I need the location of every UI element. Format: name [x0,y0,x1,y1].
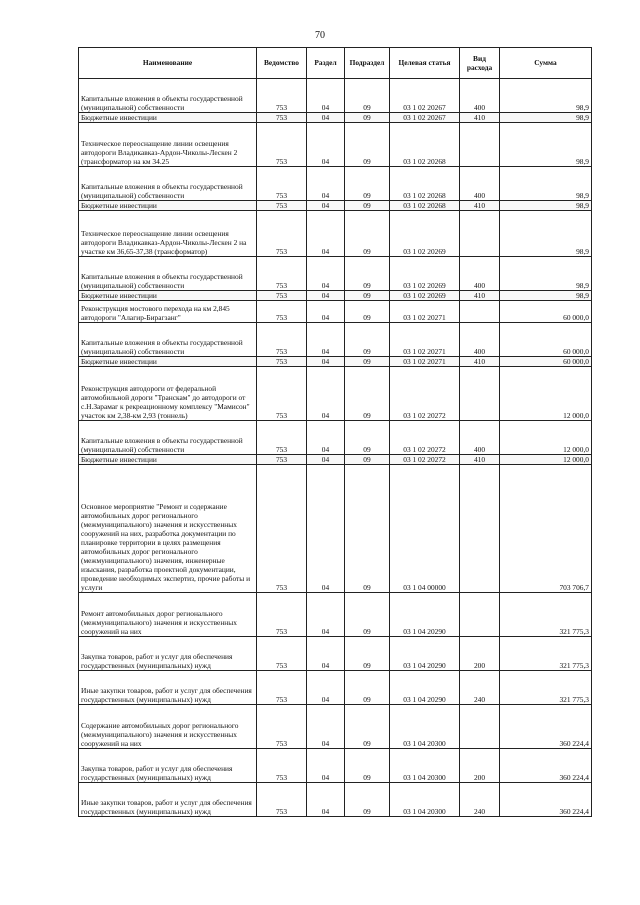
row-vid-rashoda-cell: 410 [460,291,500,301]
row-razdel-cell: 04 [307,79,345,113]
row-summa-cell: 98,9 [500,211,592,257]
row-vedomstvo-cell: 753 [257,421,307,455]
header-celevaya-statya: Целевая статья [390,48,460,79]
row-name-cell: Бюджетные инвестиции [79,455,257,465]
row-podrazdel-cell: 09 [345,357,390,367]
row-podrazdel-cell: 09 [345,301,390,323]
table-row [79,421,592,455]
row-vid-rashoda-cell [460,705,500,749]
row-razdel-cell: 04 [307,113,345,123]
row-podrazdel-cell: 09 [345,705,390,749]
row-celevaya-statya-cell: 03 1 02 20272 [390,421,460,455]
row-podrazdel-cell: 09 [345,323,390,357]
row-podrazdel-cell: 09 [345,455,390,465]
header-razdel: Раздел [307,48,345,79]
table-row [79,637,592,671]
row-razdel-cell: 04 [307,323,345,357]
row-vedomstvo-cell: 753 [257,465,307,593]
table-row [79,123,592,167]
row-podrazdel-cell: 09 [345,113,390,123]
row-vid-rashoda-cell: 400 [460,167,500,201]
table-body [79,79,592,817]
row-vid-rashoda-cell: 410 [460,113,500,123]
row-podrazdel-cell: 09 [345,201,390,211]
row-summa-cell: 321 775,3 [500,637,592,671]
table-row [79,79,592,113]
table-row [79,455,592,465]
row-vedomstvo-cell: 753 [257,257,307,291]
row-vedomstvo-cell: 753 [257,455,307,465]
table-row [79,323,592,357]
row-razdel-cell: 04 [307,367,345,421]
row-vid-rashoda-cell: 400 [460,421,500,455]
row-vedomstvo-cell: 753 [257,79,307,113]
row-razdel-cell: 04 [307,123,345,167]
header-vid-rashoda: Вид расхода [460,48,500,79]
row-podrazdel-cell: 09 [345,637,390,671]
row-summa-cell: 60 000,0 [500,301,592,323]
row-name-cell: Бюджетные инвестиции [79,357,257,367]
row-name-cell: Ремонт автомобильных дорог регионального (межмуниципального) значения и искусственных сооружений на них [79,593,257,637]
row-razdel-cell: 04 [307,671,345,705]
row-summa-cell: 703 706,7 [500,465,592,593]
row-vedomstvo-cell: 753 [257,167,307,201]
header-name: Наименование [79,48,257,79]
row-vid-rashoda-cell: 240 [460,783,500,817]
row-vedomstvo-cell: 753 [257,201,307,211]
row-razdel-cell: 04 [307,211,345,257]
row-name-cell: Капитальные вложения в объекты государственной (муниципальной) собственности [79,323,257,357]
row-vedomstvo-cell: 753 [257,705,307,749]
row-name-cell: Содержание автомобильных дорог регионального (межмуниципального) значения и искусственных сооружений на них [79,705,257,749]
row-celevaya-statya-cell: 03 1 04 20290 [390,637,460,671]
row-celevaya-statya-cell: 03 1 02 20272 [390,455,460,465]
row-podrazdel-cell: 09 [345,257,390,291]
row-vedomstvo-cell: 753 [257,367,307,421]
row-name-cell: Основное мероприятие "Ремонт и содержание автомобильных дорог регионального (межмуниципального) значения и искусственных сооружений на них, разработка документации по планировке территории в целях размещения автомобильных дорог регионального (межмуниципального) значения, инженерные изыскания, разработка проектной документации, проведение необходимых экспертиз, прочие работы и услуги [79,465,257,593]
row-razdel-cell: 04 [307,167,345,201]
row-name-cell: Закупка товаров, работ и услуг для обеспечения государственных (муниципальных) нужд [79,637,257,671]
row-celevaya-statya-cell: 03 1 02 20269 [390,291,460,301]
row-vedomstvo-cell: 753 [257,291,307,301]
row-vedomstvo-cell: 753 [257,783,307,817]
row-celevaya-statya-cell: 03 1 02 20272 [390,367,460,421]
row-summa-cell: 98,9 [500,291,592,301]
row-podrazdel-cell: 09 [345,465,390,593]
row-celevaya-statya-cell: 03 1 02 20271 [390,301,460,323]
row-celevaya-statya-cell: 03 1 02 20268 [390,123,460,167]
row-summa-cell: 321 775,3 [500,593,592,637]
row-razdel-cell: 04 [307,357,345,367]
row-vid-rashoda-cell: 400 [460,79,500,113]
header-vedomstvo: Ведомство [257,48,307,79]
table-row [79,113,592,123]
row-name-cell: Иные закупки товаров, работ и услуг для обеспечения государственных (муниципальных) нужд [79,671,257,705]
row-vid-rashoda-cell [460,123,500,167]
table-row [79,167,592,201]
row-summa-cell: 12 000,0 [500,367,592,421]
row-vid-rashoda-cell [460,593,500,637]
row-vedomstvo-cell: 753 [257,749,307,783]
table-row [79,783,592,817]
row-podrazdel-cell: 09 [345,671,390,705]
row-celevaya-statya-cell: 03 1 02 20271 [390,357,460,367]
row-vid-rashoda-cell [460,301,500,323]
row-vedomstvo-cell: 753 [257,637,307,671]
row-summa-cell: 12 000,0 [500,421,592,455]
row-vedomstvo-cell: 753 [257,123,307,167]
budget-table [78,47,592,817]
row-razdel-cell: 04 [307,637,345,671]
row-celevaya-statya-cell: 03 1 02 20268 [390,201,460,211]
row-podrazdel-cell: 09 [345,593,390,637]
row-vid-rashoda-cell: 200 [460,749,500,783]
row-name-cell: Реконструкция автодороги от федеральной автомобильной дороги "Транскам" до автодороги от с.Н.Зарамаг к рекреационному комплексу "Мамисон" участок км 2,38-км 2,93 (тоннель) [79,367,257,421]
row-vid-rashoda-cell: 400 [460,257,500,291]
row-vedomstvo-cell: 753 [257,593,307,637]
table-row [79,211,592,257]
row-vid-rashoda-cell [460,465,500,593]
row-name-cell: Капитальные вложения в объекты государственной (муниципальной) собственности [79,79,257,113]
row-name-cell: Капитальные вложения в объекты государственной (муниципальной) собственности [79,421,257,455]
row-name-cell: Техническое переоснащение линии освещения автодороги Владикавказ-Ардон-Чиколы-Лескен 2 (трансформатор на км 34.25 [79,123,257,167]
row-vedomstvo-cell: 753 [257,357,307,367]
row-razdel-cell: 04 [307,455,345,465]
row-summa-cell: 98,9 [500,201,592,211]
table-row [79,705,592,749]
row-vedomstvo-cell: 753 [257,113,307,123]
row-razdel-cell: 04 [307,593,345,637]
row-name-cell: Бюджетные инвестиции [79,113,257,123]
row-razdel-cell: 04 [307,421,345,455]
row-celevaya-statya-cell: 03 1 02 20269 [390,211,460,257]
table-row [79,671,592,705]
table-row [79,593,592,637]
row-razdel-cell: 04 [307,291,345,301]
table-row [79,301,592,323]
row-celevaya-statya-cell: 03 1 04 20290 [390,671,460,705]
row-vid-rashoda-cell: 410 [460,455,500,465]
row-vid-rashoda-cell [460,211,500,257]
row-celevaya-statya-cell: 03 1 04 00000 [390,465,460,593]
row-vedomstvo-cell: 753 [257,211,307,257]
row-celevaya-statya-cell: 03 1 02 20267 [390,79,460,113]
row-summa-cell: 360 224,4 [500,705,592,749]
row-vedomstvo-cell: 753 [257,301,307,323]
table-row [79,749,592,783]
table-row [79,357,592,367]
row-celevaya-statya-cell: 03 1 04 20300 [390,749,460,783]
row-summa-cell: 12 000,0 [500,455,592,465]
table-row [79,367,592,421]
row-podrazdel-cell: 09 [345,291,390,301]
row-celevaya-statya-cell: 03 1 02 20271 [390,323,460,357]
header-podrazdel: Подраздел [345,48,390,79]
row-summa-cell: 98,9 [500,167,592,201]
row-podrazdel-cell: 09 [345,211,390,257]
row-summa-cell: 98,9 [500,79,592,113]
table-row [79,257,592,291]
row-name-cell: Иные закупки товаров, работ и услуг для обеспечения государственных (муниципальных) нужд [79,783,257,817]
row-name-cell: Закупка товаров, работ и услуг для обеспечения государственных (муниципальных) нужд [79,749,257,783]
row-podrazdel-cell: 09 [345,421,390,455]
row-summa-cell: 98,9 [500,257,592,291]
row-celevaya-statya-cell: 03 1 04 20300 [390,783,460,817]
row-vedomstvo-cell: 753 [257,323,307,357]
table-row [79,201,592,211]
row-razdel-cell: 04 [307,705,345,749]
row-vedomstvo-cell: 753 [257,671,307,705]
row-name-cell: Капитальные вложения в объекты государственной (муниципальной) собственности [79,167,257,201]
row-name-cell: Бюджетные инвестиции [79,201,257,211]
row-summa-cell: 360 224,4 [500,783,592,817]
header-summa: Сумма [500,48,592,79]
row-razdel-cell: 04 [307,301,345,323]
row-summa-cell: 98,9 [500,113,592,123]
row-razdel-cell: 04 [307,257,345,291]
row-name-cell: Бюджетные инвестиции [79,291,257,301]
row-celevaya-statya-cell: 03 1 04 20300 [390,705,460,749]
row-vid-rashoda-cell [460,367,500,421]
row-name-cell: Капитальные вложения в объекты государственной (муниципальной) собственности [79,257,257,291]
row-razdel-cell: 04 [307,465,345,593]
row-razdel-cell: 04 [307,201,345,211]
row-podrazdel-cell: 09 [345,167,390,201]
row-summa-cell: 98,9 [500,123,592,167]
row-name-cell: Реконструкция мостового перехода на км 2,845 автодороги "Алагир-Бирагзанг" [79,301,257,323]
row-podrazdel-cell: 09 [345,123,390,167]
row-vid-rashoda-cell: 410 [460,357,500,367]
row-name-cell: Техническое переоснащение линии освещения автодороги Владикавказ-Ардон-Чиколы-Лескен 2 на участке км 36,65-37,38 (трансформатор) [79,211,257,257]
table-header-row [79,48,592,79]
page-number: 70 [315,30,325,41]
row-summa-cell: 321 775,3 [500,671,592,705]
row-celevaya-statya-cell: 03 1 02 20269 [390,257,460,291]
row-podrazdel-cell: 09 [345,749,390,783]
row-celevaya-statya-cell: 03 1 02 20267 [390,113,460,123]
row-podrazdel-cell: 09 [345,783,390,817]
row-summa-cell: 60 000,0 [500,323,592,357]
row-summa-cell: 360 224,4 [500,749,592,783]
row-podrazdel-cell: 09 [345,367,390,421]
row-vid-rashoda-cell: 410 [460,201,500,211]
row-vid-rashoda-cell: 200 [460,637,500,671]
row-vid-rashoda-cell: 240 [460,671,500,705]
row-razdel-cell: 04 [307,783,345,817]
row-razdel-cell: 04 [307,749,345,783]
row-celevaya-statya-cell: 03 1 02 20268 [390,167,460,201]
table-row [79,465,592,593]
row-summa-cell: 60 000,0 [500,357,592,367]
row-vid-rashoda-cell: 400 [460,323,500,357]
row-podrazdel-cell: 09 [345,79,390,113]
table-row [79,291,592,301]
row-celevaya-statya-cell: 03 1 04 20290 [390,593,460,637]
